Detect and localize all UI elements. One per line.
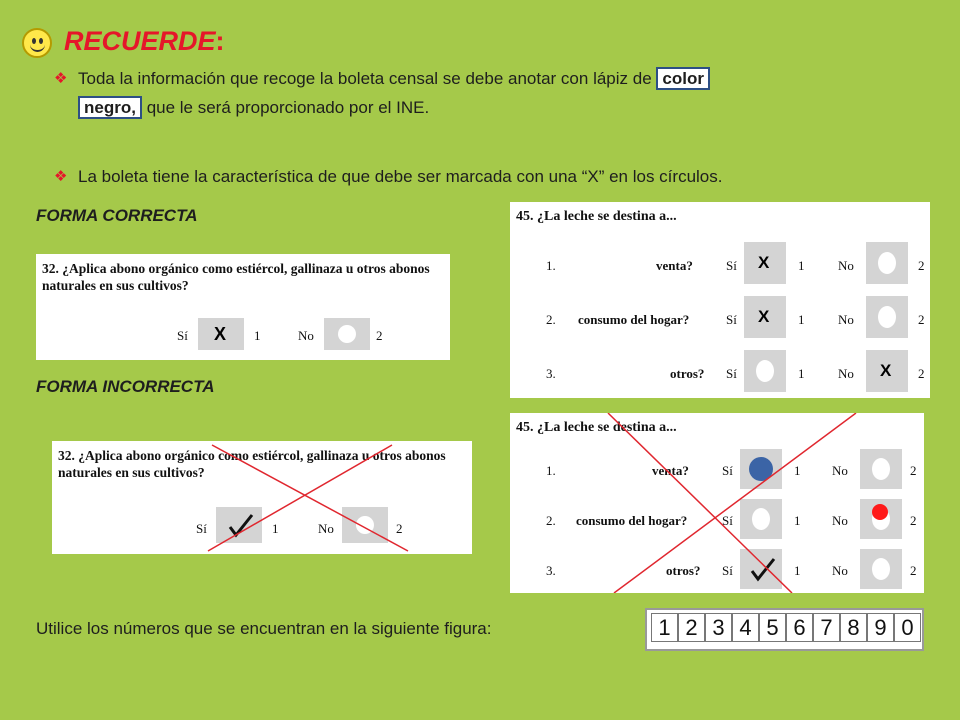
digit-box: 0 <box>894 613 921 642</box>
row2-si-box: X <box>744 296 786 338</box>
no-option-box <box>324 318 370 350</box>
red-cross-icon <box>52 441 472 554</box>
digit-box: 4 <box>732 613 759 642</box>
digit-box: 3 <box>705 613 732 642</box>
row1-si-box: X <box>744 242 786 284</box>
row2-no-box <box>866 296 908 338</box>
row1-no-box <box>866 242 908 284</box>
diamond-bullet-icon: ❖ <box>54 70 68 87</box>
smiley-icon <box>22 28 52 58</box>
digit-box: 6 <box>786 613 813 642</box>
bullet-2: La boleta tiene la característica de que debe ser marcada con una “X” en los círculos. <box>78 167 723 186</box>
digit-box: 7 <box>813 613 840 642</box>
bullet-1-line-2: negro, que le será proporcionado por el INE. <box>78 98 429 118</box>
q45-question: 45. ¿La leche se destina a... <box>516 420 677 435</box>
q32-correct-card: 32. ¿Aplica abono orgánico como estiércol, gallinaza u otros abonos naturales en sus cultivos? Sí X 1 No 2 <box>36 254 450 360</box>
q45-question: 45. ¿La leche se destina a... <box>516 209 677 224</box>
bullet-1-line-1: Toda la información que recoge la boleta censal se debe anotar con lápiz de color <box>78 69 930 89</box>
digit-box: 9 <box>867 613 894 642</box>
boxed-word-negro: negro, <box>78 96 142 119</box>
x-mark: X <box>214 324 227 344</box>
digit-box: 2 <box>678 613 705 642</box>
label-forma-correcta: FORMA CORRECTA <box>36 206 198 225</box>
q45-incorrect-card: 45. ¿La leche se destina a... 1. venta? Sí 1 No 2 2. consumo del hogar? Sí 1 No 2 3. otros? Sí 1 No 2 <box>510 413 924 593</box>
digit-box: 8 <box>840 613 867 642</box>
diamond-bullet-icon: ❖ <box>54 168 68 185</box>
si-option-box <box>198 318 244 350</box>
q32-incorrect-card: 32. ¿Aplica abono orgánico como estiércol, gallinaza u otros abonos naturales en sus cultivos? Sí 1 No 2 <box>52 441 472 554</box>
row3-si-box <box>744 350 786 392</box>
digit-box: 5 <box>759 613 786 642</box>
digit-reference-strip <box>645 608 924 651</box>
q45-correct-card: 45. ¿La leche se destina a... 1. venta? Sí X 1 No 2 2. consumo del hogar? Sí X 1 No 2 3. otros? Sí 1 No X 2 <box>510 202 930 398</box>
q32-question: 32. ¿Aplica abono orgánico como estiércol, gallinaza u otros abonos naturales en sus cultivos? <box>42 261 430 293</box>
red-cross-icon <box>510 413 924 593</box>
digit-box: 1 <box>651 613 678 642</box>
footer-text: Utilice los números que se encuentran en la siguiente figura: <box>36 619 492 638</box>
row3-no-box: X <box>866 350 908 392</box>
q32-question: 32. ¿Aplica abono orgánico como estiércol, gallinaza u otros abonos naturales en sus cultivos? <box>58 448 446 480</box>
label-forma-incorrecta: FORMA INCORRECTA <box>36 377 215 396</box>
boxed-word-color: color <box>656 67 710 90</box>
page-title: RECUERDE: <box>64 26 225 56</box>
